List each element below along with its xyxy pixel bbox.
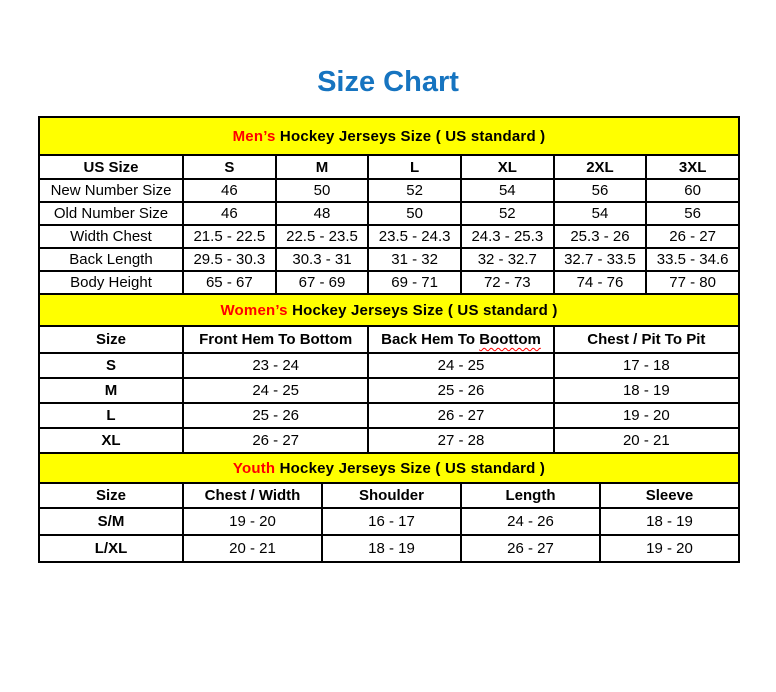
size-value-cell: 18 - 19 — [600, 508, 739, 535]
row-label: XL — [39, 428, 183, 453]
column-header-youth-1: Chest / Width — [183, 483, 322, 508]
row-label: L/XL — [39, 535, 183, 562]
womens-row-1 — [39, 378, 739, 403]
row-label: M — [39, 378, 183, 403]
size-value-cell: 67 - 69 — [276, 271, 369, 294]
size-value-cell: 25.3 - 26 — [554, 225, 647, 248]
mens-row-2 — [39, 225, 739, 248]
size-value-cell: 74 - 76 — [554, 271, 647, 294]
womens-row-3 — [39, 428, 739, 453]
size-value-cell: 46 — [183, 179, 276, 202]
size-value-cell: 26 - 27 — [646, 225, 739, 248]
size-value-cell: 69 - 71 — [368, 271, 461, 294]
size-value-cell: 18 - 19 — [554, 378, 739, 403]
youth-row-0 — [39, 508, 739, 535]
size-value-cell: 24 - 25 — [368, 353, 553, 378]
size-value-cell: 20 - 21 — [183, 535, 322, 562]
size-value-cell: 30.3 - 31 — [276, 248, 369, 271]
size-value-cell: 29.5 - 30.3 — [183, 248, 276, 271]
size-value-cell: 19 - 20 — [600, 535, 739, 562]
column-header-womens-2 — [368, 326, 553, 353]
section-title-text: Hockey Jerseys Size ( US standard ) — [275, 127, 546, 145]
size-value-cell: 26 - 27 — [368, 403, 553, 428]
column-header-youth-0: Size — [39, 483, 183, 508]
column-header-youth-4: Sleeve — [600, 483, 739, 508]
size-value-cell: 56 — [646, 202, 739, 225]
womens-section-header — [39, 294, 739, 326]
row-label: Width Chest — [39, 225, 183, 248]
header-text: Back Hem To — [381, 331, 480, 348]
section-title-text: Hockey Jerseys Size ( US standard ) — [287, 301, 558, 319]
row-label: Body Height — [39, 271, 183, 294]
misspelled-word-squiggle: Boottom — [479, 331, 541, 348]
column-header-youth-2: Shoulder — [322, 483, 461, 508]
section-title-text: Hockey Jerseys Size ( US standard ) — [275, 459, 546, 477]
column-header-mens-0: US Size — [39, 155, 183, 179]
size-value-cell: 65 - 67 — [183, 271, 276, 294]
size-chart-tables — [38, 116, 738, 563]
size-value-cell: 24.3 - 25.3 — [461, 225, 554, 248]
row-label: S — [39, 353, 183, 378]
mens-row-0 — [39, 179, 739, 202]
size-value-cell: 26 - 27 — [183, 428, 368, 453]
size-value-cell: 32 - 32.7 — [461, 248, 554, 271]
column-header-womens-1: Front Hem To Bottom — [183, 326, 368, 353]
size-value-cell: 26 - 27 — [461, 535, 600, 562]
size-value-cell: 60 — [646, 179, 739, 202]
row-label: L — [39, 403, 183, 428]
section-title-highlight: Men’s — [232, 127, 276, 145]
column-header-womens-0: Size — [39, 326, 183, 353]
size-value-cell: 25 - 26 — [368, 378, 553, 403]
size-value-cell: 54 — [461, 179, 554, 202]
size-value-cell: 77 - 80 — [646, 271, 739, 294]
size-value-cell: 17 - 18 — [554, 353, 739, 378]
size-value-cell: 24 - 26 — [461, 508, 600, 535]
womens-row-2 — [39, 403, 739, 428]
size-value-cell: 21.5 - 22.5 — [183, 225, 276, 248]
size-value-cell: 23.5 - 24.3 — [368, 225, 461, 248]
size-value-cell: 50 — [368, 202, 461, 225]
mens-row-3 — [39, 248, 739, 271]
size-value-cell: 25 - 26 — [183, 403, 368, 428]
section-title-highlight: Youth — [232, 459, 276, 477]
row-label: Old Number Size — [39, 202, 183, 225]
mens-row-1 — [39, 202, 739, 225]
size-value-cell: 56 — [554, 179, 647, 202]
youth-size-table — [38, 452, 740, 563]
column-header-youth-3: Length — [461, 483, 600, 508]
size-value-cell: 16 - 17 — [322, 508, 461, 535]
size-chart-document — [0, 64, 776, 692]
size-value-cell: 54 — [554, 202, 647, 225]
size-value-cell: 46 — [183, 202, 276, 225]
size-value-cell: 52 — [368, 179, 461, 202]
column-header-womens-3: Chest / Pit To Pit — [554, 326, 739, 353]
size-value-cell: 72 - 73 — [461, 271, 554, 294]
column-header-mens-6: 3XL — [646, 155, 739, 179]
column-header-mens-4: XL — [461, 155, 554, 179]
page-title: Size Chart — [317, 66, 459, 98]
size-value-cell: 27 - 28 — [368, 428, 553, 453]
size-value-cell: 19 - 20 — [183, 508, 322, 535]
mens-size-table — [38, 116, 740, 295]
size-value-cell: 24 - 25 — [183, 378, 368, 403]
size-value-cell: 52 — [461, 202, 554, 225]
row-label: New Number Size — [39, 179, 183, 202]
row-label: S/M — [39, 508, 183, 535]
column-header-mens-1: S — [183, 155, 276, 179]
womens-size-table — [38, 293, 740, 454]
youth-row-1 — [39, 535, 739, 562]
size-value-cell: 48 — [276, 202, 369, 225]
section-title-highlight: Women’s — [220, 301, 288, 319]
size-value-cell: 33.5 - 34.6 — [646, 248, 739, 271]
mens-section-header — [39, 117, 739, 155]
column-header-mens-2: M — [276, 155, 369, 179]
mens-row-4 — [39, 271, 739, 294]
size-value-cell: 50 — [276, 179, 369, 202]
size-value-cell: 31 - 32 — [368, 248, 461, 271]
size-value-cell: 23 - 24 — [183, 353, 368, 378]
youth-section-header — [39, 453, 739, 483]
size-value-cell: 22.5 - 23.5 — [276, 225, 369, 248]
size-value-cell: 18 - 19 — [322, 535, 461, 562]
row-label: Back Length — [39, 248, 183, 271]
womens-row-0 — [39, 353, 739, 378]
size-value-cell: 20 - 21 — [554, 428, 739, 453]
size-value-cell: 19 - 20 — [554, 403, 739, 428]
size-value-cell: 32.7 - 33.5 — [554, 248, 647, 271]
column-header-mens-3: L — [368, 155, 461, 179]
column-header-mens-5: 2XL — [554, 155, 647, 179]
